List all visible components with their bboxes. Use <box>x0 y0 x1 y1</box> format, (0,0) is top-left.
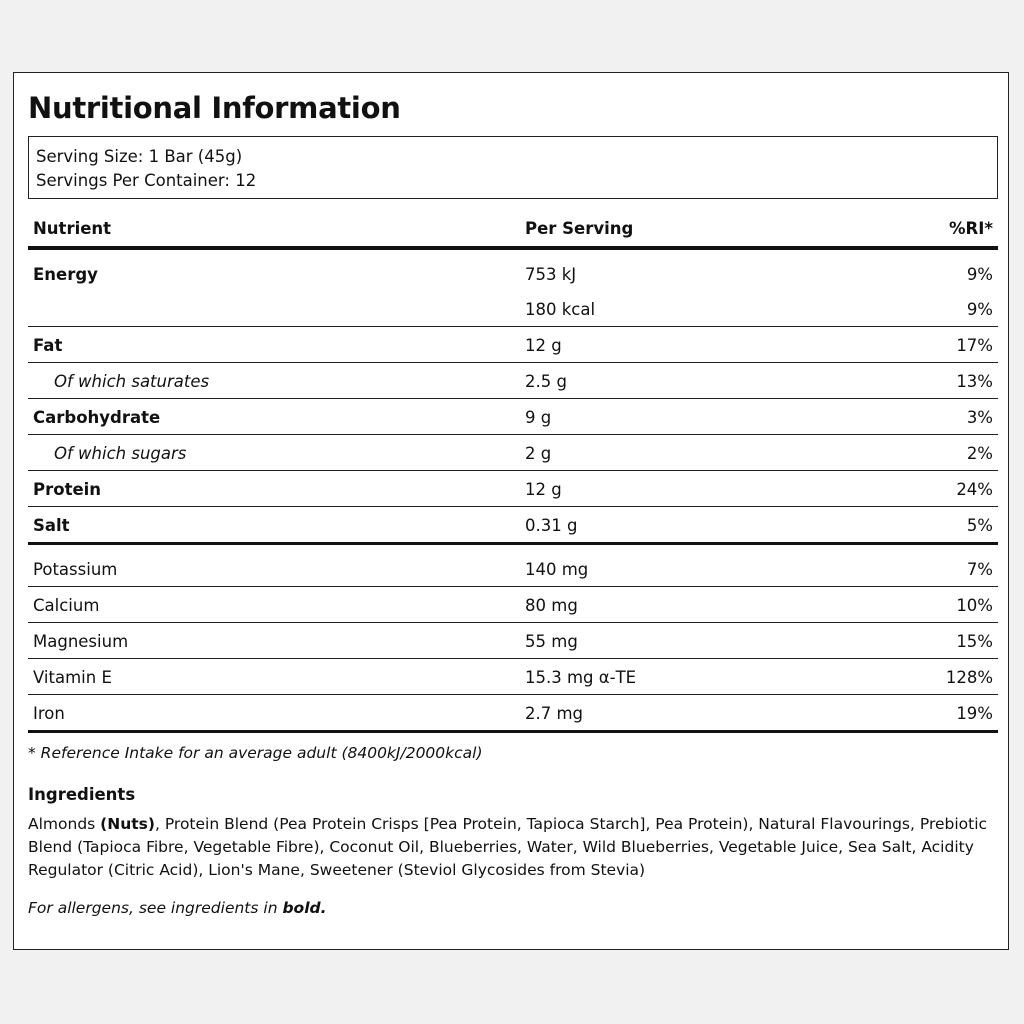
nutrient-ri: 3% <box>966 408 993 427</box>
nutrient-name: Magnesium <box>33 632 129 651</box>
nutrient-name: Of which saturates <box>54 372 210 391</box>
nutrient-name: Carbohydrate <box>33 408 161 427</box>
nutrient-ri: 5% <box>966 516 993 535</box>
nutrient-value: 140 mg <box>525 560 589 579</box>
nutrient-value: 2.7 mg <box>525 704 584 723</box>
nutrient-ri: 13% <box>956 372 993 391</box>
ingredients-list <box>28 813 993 882</box>
nutrient-value: 9 g <box>525 408 552 427</box>
allergen-highlight: (Nuts) <box>100 815 155 833</box>
nutrient-value: 12 g <box>525 480 562 499</box>
nutrient-value: 0.31 g <box>525 516 578 535</box>
header-ri: %RI* <box>948 219 993 238</box>
nutrient-ri: 9% <box>966 265 993 284</box>
nutrition-table <box>28 205 998 733</box>
nutrient-value: 12 g <box>525 336 562 355</box>
nutrition-panel <box>13 72 1009 950</box>
nutrient-value: 55 mg <box>525 632 578 651</box>
serving-info-box <box>28 136 998 199</box>
nutrient-name: Energy <box>33 265 98 284</box>
table-row-salt <box>28 507 998 545</box>
table-row-magnesium <box>28 623 998 659</box>
reference-intake-footnote: * Reference Intake for an average adult (8400kJ/2000kcal) <box>28 744 483 762</box>
servings-per-container: Servings Per Container: 12 <box>36 171 257 190</box>
table-row-iron <box>28 695 998 733</box>
header-nutrient: Nutrient <box>33 219 112 238</box>
table-row-calcium <box>28 587 998 623</box>
nutrient-ri: 15% <box>956 632 993 651</box>
page-title: Nutritional Information <box>28 91 401 125</box>
nutrient-name: Salt <box>33 516 70 535</box>
ingredients-first: Almonds <box>28 815 101 833</box>
header-per-serving: Per Serving <box>525 219 634 238</box>
table-row-vitamin-e <box>28 659 998 695</box>
allergen-note <box>28 899 327 917</box>
nutrient-name: Of which sugars <box>54 444 187 463</box>
nutrient-name: Vitamin E <box>33 668 112 687</box>
table-row-energy-kcal <box>28 291 998 327</box>
table-header-row <box>28 205 998 250</box>
nutrient-ri: 7% <box>966 560 993 579</box>
serving-size: Serving Size: 1 Bar (45g) <box>36 147 243 166</box>
nutrient-value: 2 g <box>525 444 552 463</box>
table-row-fat <box>28 327 998 363</box>
allergen-note-bold: bold. <box>282 899 327 917</box>
table-row-saturates <box>28 363 998 399</box>
nutrient-name: Calcium <box>33 596 100 615</box>
table-row-carbohydrate <box>28 399 998 435</box>
nutrient-name: Fat <box>33 336 63 355</box>
nutrient-ri: 128% <box>945 668 993 687</box>
nutrient-ri: 2% <box>966 444 993 463</box>
ingredients-heading: Ingredients <box>28 785 136 804</box>
nutrient-ri: 9% <box>966 300 993 319</box>
nutrient-value: 753 kJ <box>525 265 577 284</box>
nutrient-name: Potassium <box>33 560 118 579</box>
nutrient-ri: 10% <box>956 596 993 615</box>
table-row-protein <box>28 471 998 507</box>
nutrient-ri: 24% <box>956 480 993 499</box>
nutrient-ri: 19% <box>956 704 993 723</box>
nutrient-name: Iron <box>33 704 65 723</box>
allergen-note-text: For allergens, see ingredients in <box>28 899 283 917</box>
nutrient-name: Protein <box>33 480 102 499</box>
nutrient-value: 80 mg <box>525 596 578 615</box>
ingredients-rest: , Protein Blend (Pea Protein Crisps [Pea Protein, Tapioca Starch], Pea Protein), Natural Flavourings, Prebiotic Blend (Tapioca Fibre, Vegetable Fibre), Coconut Oil, Blueberries, Water, Wild Blueberries, Vegetable Juice, Sea Salt, Acidity Regulator (Citric Acid), Lion's Mane, Sweetener (Steviol Glycosides from Stevia) <box>28 815 988 879</box>
nutrient-value: 15.3 mg α-TE <box>525 668 637 687</box>
table-row-energy-kj <box>28 250 998 291</box>
nutrient-value: 2.5 g <box>525 372 567 391</box>
table-row-sugars <box>28 435 998 471</box>
nutrient-value: 180 kcal <box>525 300 596 319</box>
nutrient-ri: 17% <box>956 336 993 355</box>
table-row-potassium <box>28 545 998 587</box>
